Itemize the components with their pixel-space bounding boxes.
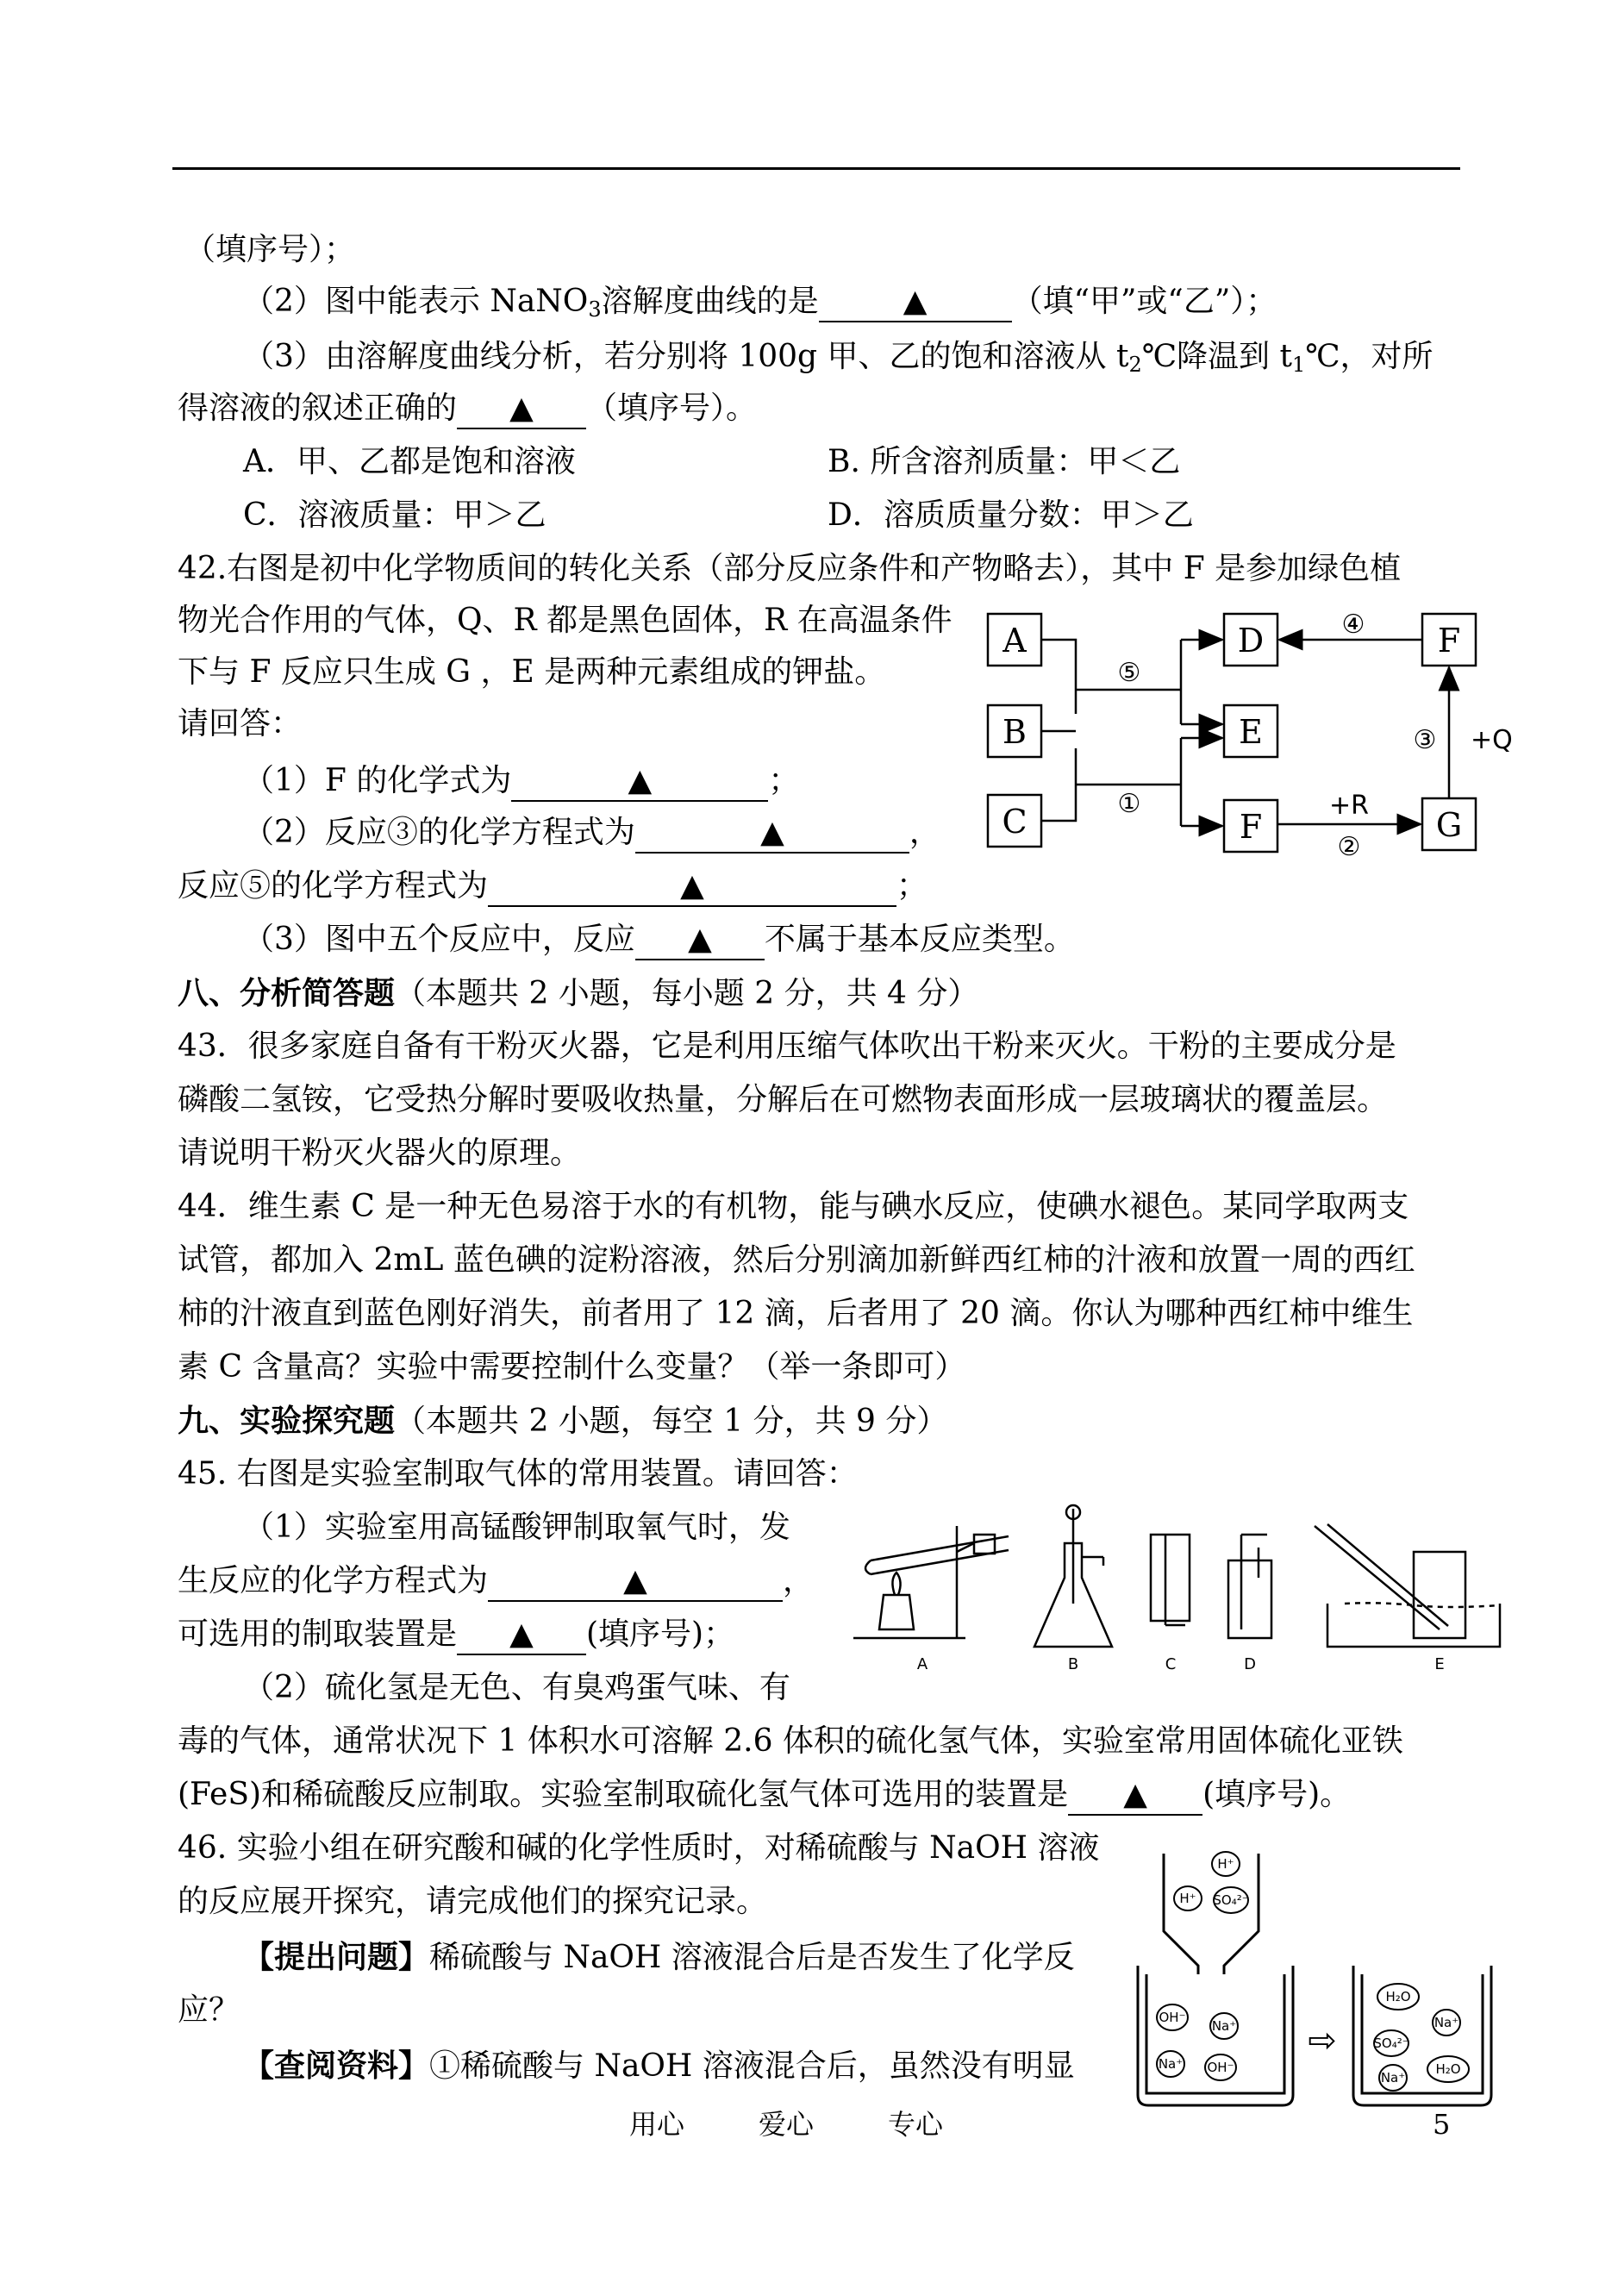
text-line: 的反应展开探究，请完成他们的探究记录。 xyxy=(178,1884,768,1919)
box-f-top-label: F xyxy=(1437,622,1461,660)
option-c: C．溶液质量：甲＞乙 xyxy=(243,497,547,533)
text-line: 物光合作用的气体，Q、R 都是黑色固体，R 在高温条件 xyxy=(178,603,953,638)
option-b: B. 所含溶剂质量：甲＜乙 xyxy=(828,444,1181,479)
text-line: 44．维生素 C 是一种无色易溶于水的有机物，能与碘水反应，使碘水褪色。某同学取两支 xyxy=(178,1189,1409,1224)
answer-blank[interactable]: ▲ xyxy=(635,921,765,960)
text-line: 柿的汁液直到蓝色刚好消失，前者用了 12 滴，后者用了 20 滴。你认为哪种西红柿中维生 xyxy=(178,1296,1414,1331)
text-line: 反应⑤的化学方程式为 ▲ ； xyxy=(178,867,928,907)
reaction-arrow-icon: ⇨ xyxy=(1308,2021,1337,2060)
ion-h-1: H⁺ xyxy=(1217,1856,1234,1872)
text-line: 毒的气体，通常状况下 1 体积水可溶解 2.6 体积的硫化氢气体，实验室常用固体硫化亚铁 xyxy=(178,1723,1403,1759)
text-line: （2）图中能表示 NaNO$_3$溶解度曲线的是 ▲ （填“甲”或“乙”）； xyxy=(243,284,1277,322)
text-line: 请说明干粉灭火器火的原理。 xyxy=(178,1135,582,1171)
label-reaction-4: ④ xyxy=(1341,610,1365,640)
molecule-h2o-2: H₂O xyxy=(1435,2061,1461,2077)
text-line: 可选用的制取装置是 ▲ (填序号)； xyxy=(178,1616,734,1655)
ion-so4-product: SO₄²⁻ xyxy=(1373,2035,1409,2051)
option-d: D．溶质质量分数：甲＞乙 xyxy=(828,497,1194,533)
answer-blank[interactable]: ▲ xyxy=(635,814,909,854)
text-line: 得溶液的叙述正确的 ▲ （填序号）。 xyxy=(178,390,757,429)
label-plus-r: +R xyxy=(1329,791,1369,821)
ion-na-product-1: Na⁺ xyxy=(1433,2015,1459,2030)
box-c-label: C xyxy=(1002,803,1027,841)
text-line: （1）F 的化学式为 ▲ ； xyxy=(243,762,799,802)
ion-na-product-2: Na⁺ xyxy=(1380,2070,1406,2086)
text-line: （3）由溶解度曲线分析，若分别将 100g 甲、乙的饱和溶液从 $t_2℃$降温到 $t_1℃$，对所 xyxy=(243,339,1433,377)
apparatus-label-a: A xyxy=(916,1655,928,1673)
answer-blank[interactable]: ▲ xyxy=(457,1616,586,1655)
section-9-heading: 九、实验探究题（本题共 2 小题，每空 1 分，共 9 分） xyxy=(178,1403,948,1439)
header-rule xyxy=(172,167,1460,170)
text-line: 生反应的化学方程式为 ▲ ， xyxy=(178,1562,814,1602)
option-a: A．甲、乙都是饱和溶液 xyxy=(243,444,576,479)
apparatus-label-e: E xyxy=(1434,1655,1445,1673)
text-line: 磷酸二氢铵，它受热分解时要吸收热量，分解后在可燃物表面形成一层玻璃状的覆盖层。 xyxy=(178,1082,1389,1117)
text-line: 45. 右图是实验室制取气体的常用装置。请回答： xyxy=(178,1456,858,1491)
footer-right: 专心 xyxy=(888,2108,944,2141)
text-line: 应？ xyxy=(178,1992,240,2028)
apparatus-label-b: B xyxy=(1067,1655,1079,1673)
answer-blank[interactable]: ▲ xyxy=(511,762,768,802)
text-line: （1）实验室用高锰酸钾制取氧气时，发 xyxy=(243,1510,790,1545)
text-line: 43．很多家庭自备有干粉灭火器，它是利用压缩气体吹出干粉来灭火。干粉的主要成分是 xyxy=(178,1029,1396,1064)
answer-blank[interactable]: ▲ xyxy=(488,867,896,907)
box-g-label: G xyxy=(1435,806,1463,844)
answer-blank[interactable]: ▲ xyxy=(819,283,1012,322)
footer-mid: 爱心 xyxy=(759,2108,815,2141)
transformation-diagram xyxy=(983,603,1513,862)
box-f-bottom-label: F xyxy=(1239,808,1263,846)
neutralization-beaker-figure xyxy=(1129,1836,1500,2112)
label-plus-q: +Q xyxy=(1471,725,1513,755)
ion-h-2: H⁺ xyxy=(1179,1891,1196,1906)
gas-apparatus-figure xyxy=(845,1500,1517,1673)
label-reaction-3: ③ xyxy=(1413,725,1437,755)
answer-blank[interactable]: ▲ xyxy=(1068,1776,1202,1816)
text-line: 46. 实验小组在研究酸和碱的化学性质时，对稀硫酸与 NaOH 溶液 xyxy=(178,1830,1100,1866)
box-e-label: E xyxy=(1239,713,1263,751)
answer-blank[interactable]: ▲ xyxy=(457,390,586,429)
text-line: （填序号）； xyxy=(184,232,356,267)
page-number: 5 xyxy=(1433,2108,1451,2141)
text-line: 下与 F 反应只生成 G ，E 是两种元素组成的钾盐。 xyxy=(178,654,886,690)
text-line: 试管，都加入 2mL 蓝色碘的淀粉溶液，然后分别滴加新鲜西红柿的汁液和放置一周的西红 xyxy=(178,1242,1415,1278)
ion-so4: SO₄²⁻ xyxy=(1213,1892,1249,1908)
ion-oh-2: OH⁻ xyxy=(1207,2060,1234,2075)
text-line: 素 C 含量高？实验中需要控制什么变量？（举一条即可） xyxy=(178,1349,966,1385)
text-line: (FeS)和稀硫酸反应制取。实验室制取硫化氢气体可选用的装置是 ▲ (填序号)。 xyxy=(178,1776,1351,1816)
molecule-h2o-1: H₂O xyxy=(1385,1989,1411,2004)
ion-na-1: Na⁺ xyxy=(1211,2018,1237,2034)
text-line: 【提出问题】稀硫酸与 NaOH 溶液混合后是否发生了化学反 xyxy=(243,1939,1075,1975)
text-line: 请回答： xyxy=(178,706,303,741)
section-8-heading: 八、分析简答题（本题共 2 小题，每小题 2 分，共 4 分） xyxy=(178,975,979,1011)
ion-oh-1: OH⁻ xyxy=(1159,2010,1186,2025)
box-d-label: D xyxy=(1237,622,1265,660)
text-line: （3）图中五个反应中，反应 ▲ 不属于基本反应类型。 xyxy=(243,921,1075,960)
text-line: 【查阅资料】①稀硫酸与 NaOH 溶液混合后，虽然没有明显 xyxy=(243,2048,1075,2084)
label-reaction-2: ② xyxy=(1337,832,1361,862)
answer-blank[interactable]: ▲ xyxy=(488,1562,783,1602)
apparatus-label-c: C xyxy=(1165,1655,1177,1673)
label-reaction-1: ① xyxy=(1117,789,1141,819)
apparatus-label-d: D xyxy=(1244,1655,1256,1673)
text-line: （2）硫化氢是无色、有臭鸡蛋气味、有 xyxy=(243,1670,790,1705)
text-line: （2）反应③的化学方程式为 ▲ ， xyxy=(243,814,940,854)
footer-left: 用心 xyxy=(629,2108,685,2141)
text-line: 42.右图是初中化学物质间的转化关系（部分反应条件和产物略去），其中 F 是参加绿色植 xyxy=(178,551,1402,586)
box-b-label: B xyxy=(1003,713,1027,751)
label-reaction-5: ⑤ xyxy=(1117,658,1141,688)
ion-na-2: Na⁺ xyxy=(1158,2056,1184,2072)
box-a-label: A xyxy=(1003,622,1027,660)
